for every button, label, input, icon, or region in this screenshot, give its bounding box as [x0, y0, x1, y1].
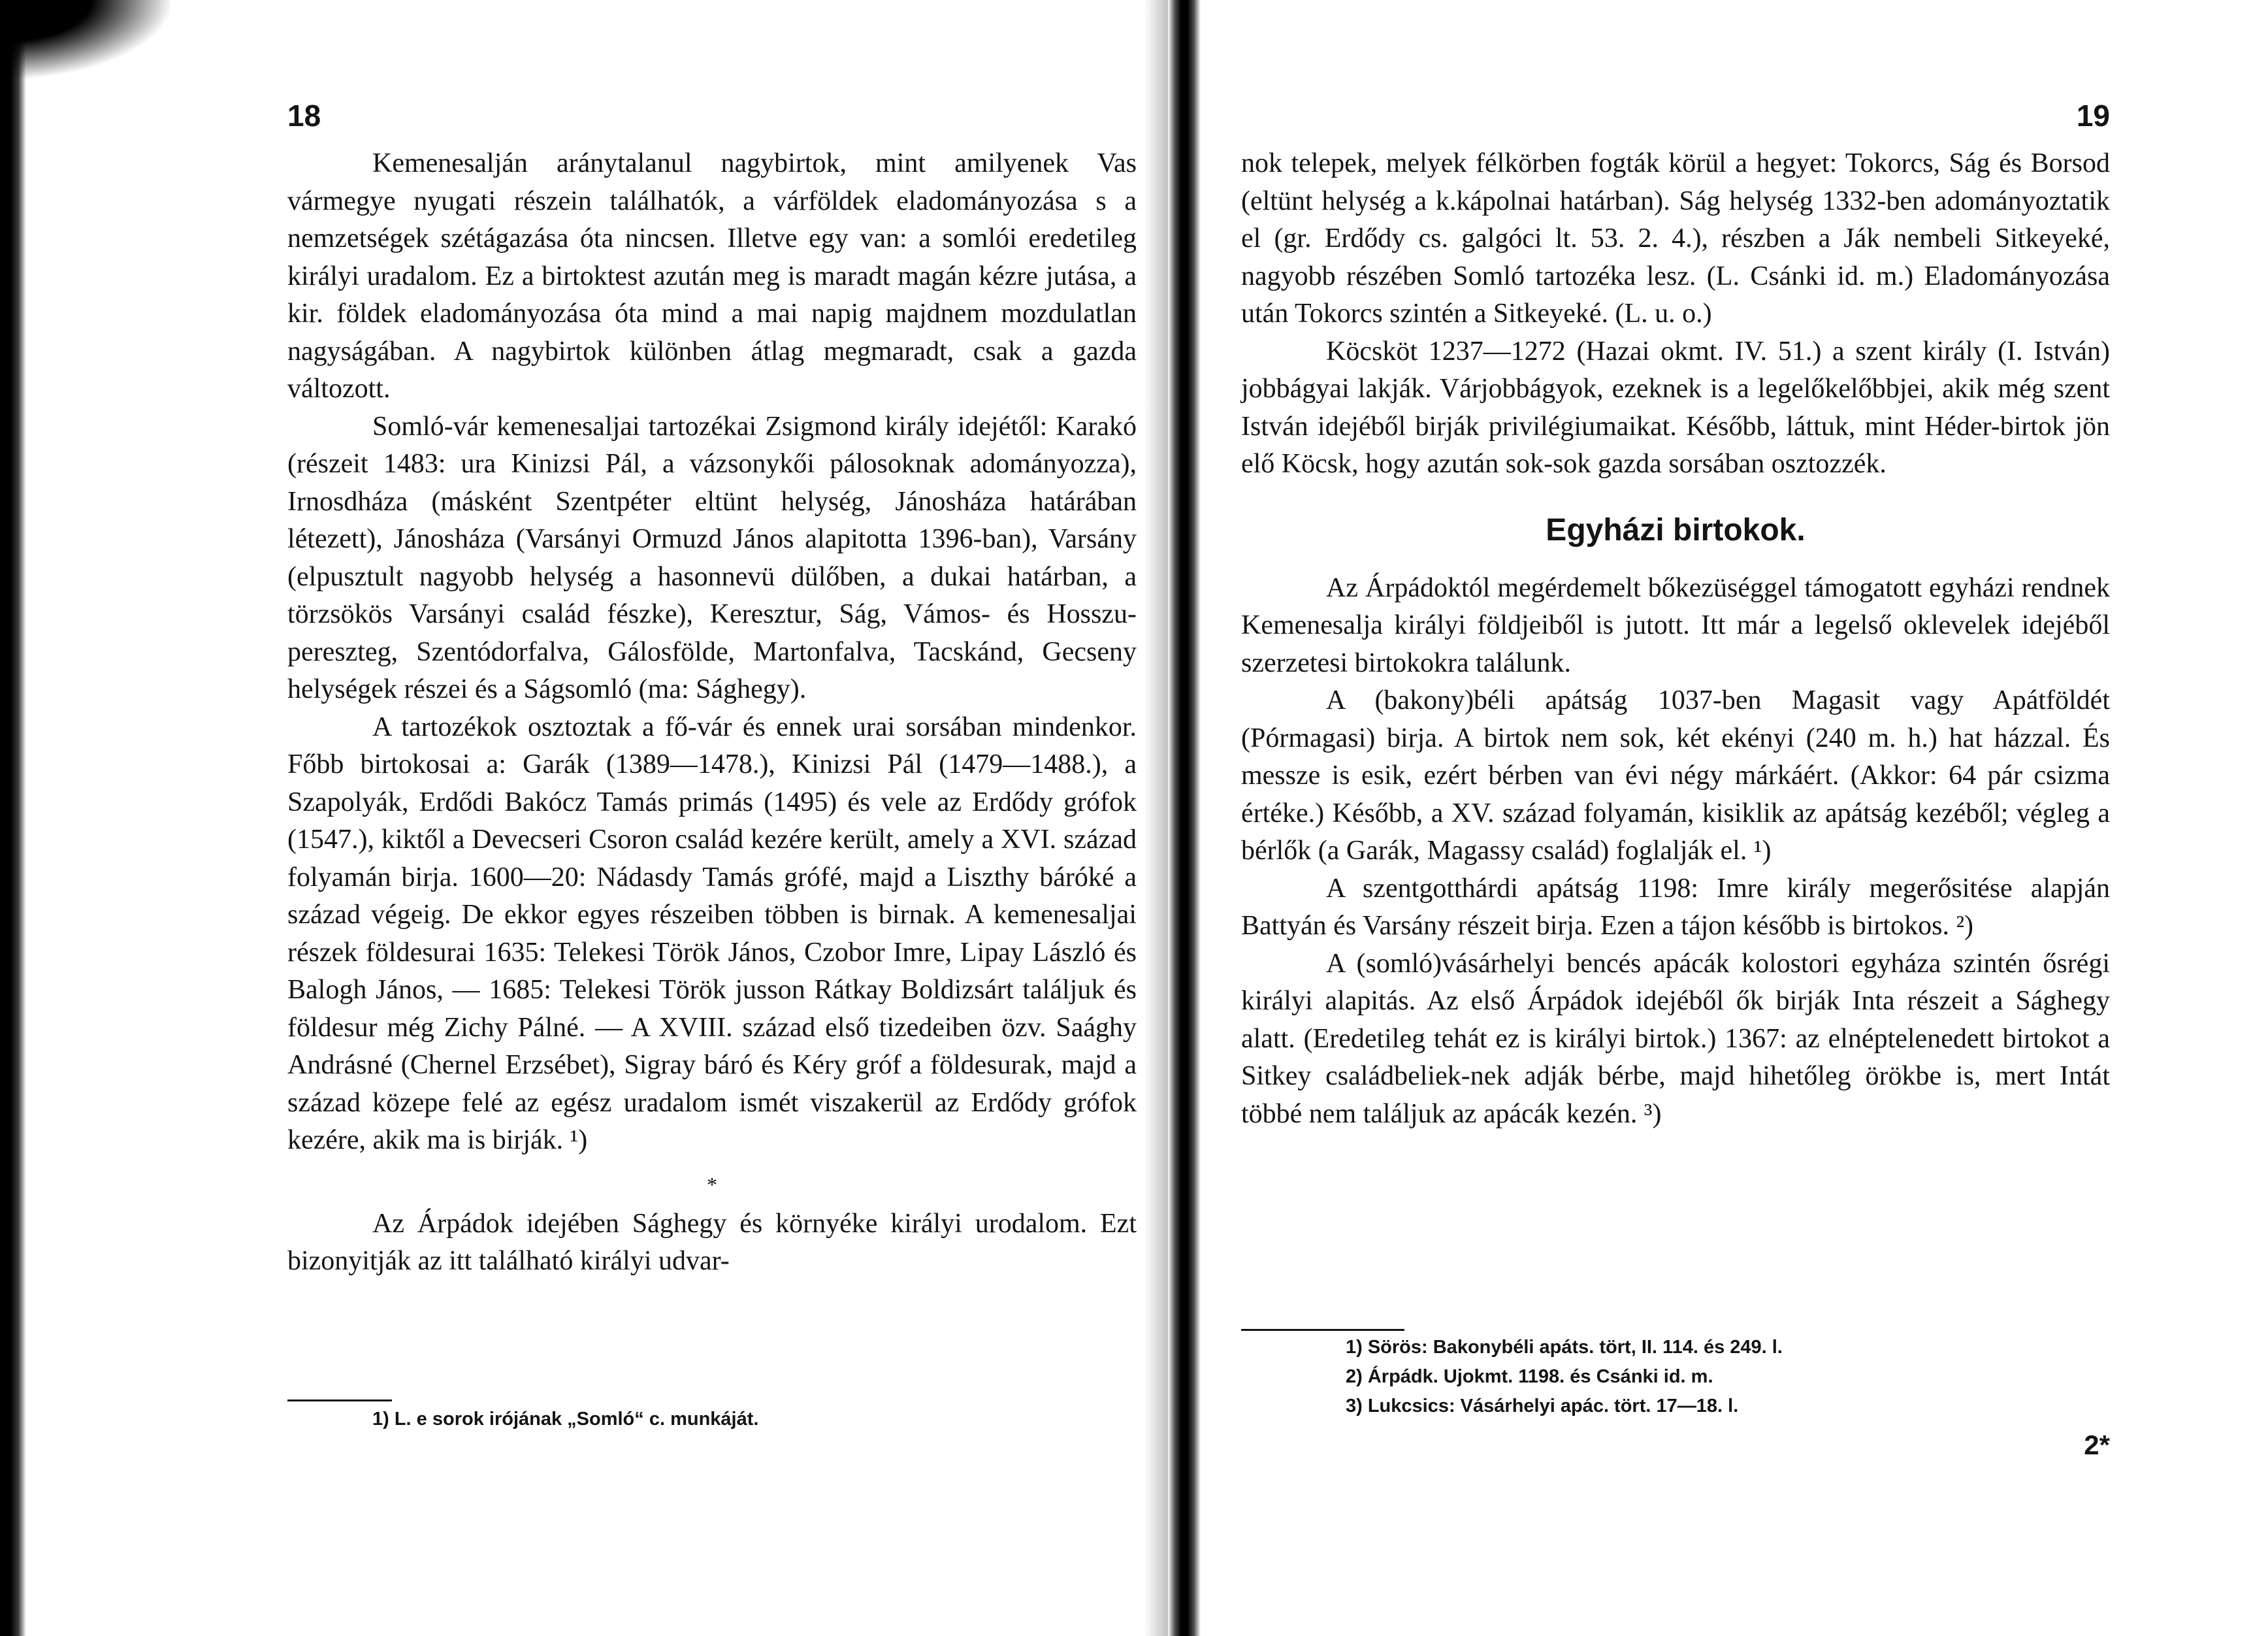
right-page-body	[1241, 145, 2110, 1133]
scan-corner-shadow	[0, 0, 170, 78]
paragraph: A szentgotthárdi apátság 1198: Imre király megerősitése alapján Battyán és Varsány részeit birja. Ezen a tájon később is birtokos. ²)	[1241, 873, 2110, 941]
paragraph: A (bakony)béli apátság 1037-ben Magasit vagy Apátföldét (Pórmagasi) birja. A birtok nem sok, két ekényi (240 m. h.) hat házzal. És messze is esik, ezért bérben van évi négy márkáért. (Akkor: 64 pár csizma értéke.) Később, a XV. század folyamán, kisiklik az apátság kezéből; végleg a bérlők (a Garák, Magassy család) foglalják el. ¹)	[1241, 685, 2110, 866]
footnote: 1) L. e sorok irójának „Somló“ c. munkáját.	[372, 1409, 759, 1430]
paragraph: Az Árpádoktól megérdemelt bőkezüséggel támogatott egyházi rendnek Kemenesalja királyi földjeiből is jutott. Itt már a legelső oklevelek idejéből szerzetesi birtokokra találunk.	[1241, 572, 2110, 678]
scan-edge-left	[0, 0, 26, 1636]
paragraph: Köcsköt 1237—1272 (Hazai okmt. IV. 51.) a szent király (I. István) jobbágyai lakják. Várjobbágyok, ezeknek is a legelőkelőbbjei, akik még szent István idejéből birják privilégiumaikat. Később, láttuk, mint Héder-birtok jön elő Köcsk, hogy azután sok-sok gazda sorsában osztozzék.	[1241, 336, 2110, 479]
footnote-rule	[1241, 1329, 1404, 1331]
right-page	[1241, 0, 2110, 1636]
footnote: 2) Árpádk. Ujokmt. 1198. és Csánki id. m.	[1346, 1366, 1713, 1387]
paragraph: A tartozékok osztoztak a fő-vár és ennek urai sorsában mindenkor. Főbb birtokosai a: Garák (1389—1478.), Kinizsi Pál (1479—1488.), a Szapolyák, Erdődi Bakócz Tamás primás (1495) és vele az Erdődy grófok (1547.), kiktől a Devecseri Csoron család kezére került, amely a XVI. század folyamán birja. 1600—20: Nádasdy Tamás grófé, majd a Liszthy báróké a század végeig. De ekkor egyes részeiben többen is birnak. A kemenesaljai részek földesurai 1635: Telekesi Török János, Czobor Imre, Lipay László és Balogh János, — 1685: Telekesi Török jusson Rátkay Boldizsárt találjuk és földesur még Zichy Pálné. — A XVIII. század első tizedeiben özv. Saághy Andrásné (Chernel Erzsébet), Sigray báró és Kéry gróf a földesurak, majd a század közepe felé az egész uradalom ismét viszakerül az Erdődy grófok kezére, akik ma is birják. ¹)	[287, 712, 1137, 1155]
page-number-left: 18	[287, 99, 321, 133]
left-page	[287, 0, 1137, 1636]
footnotes-right	[1346, 1333, 1783, 1421]
page-number-right: 19	[2076, 99, 2110, 133]
paragraph: nok telepek, melyek félkörben fogták körül a hegyet: Tokorcs, Ság és Borsod (eltünt helység a k.kápolnai határban). Ság helység 1332-ben adományoztatik el (gr. Erdődy cs. galgóci lt. 53. 2. 4.), részben a Ják nembeli Sitkeyeké, nagyobb részében Somló tartozéka lesz. (L. Csánki id. m.) Eladományozása után Tokorcs szintén a Sitkeyeké. (L. u. o.)	[1241, 148, 2110, 329]
left-page-body	[287, 145, 1137, 1281]
footnote-rule	[287, 1399, 392, 1401]
footnote: 3) Lukcsics: Vásárhelyi apác. tört. 17—18. l.	[1346, 1396, 1739, 1416]
book-spine	[1168, 0, 1201, 1636]
signature-mark: 2*	[2084, 1430, 2110, 1460]
footnotes-left	[372, 1405, 758, 1434]
section-separator: *	[707, 1172, 717, 1196]
footnote: 1) Sörös: Bakonybéli apáts. tört, II. 114. és 249. l.	[1346, 1337, 1783, 1358]
paragraph: A (somló)vásárhelyi bencés apácák kolostori egyháza szintén ősrégi királyi alapitás. Az első Árpádok idejéből ők birják Inta részeit a Sághegy alatt. (Eredetileg tehát ez is királyi birtok.) 1367: az elnéptelenedett birtokot a Sitkey családbeliek-nek adják bérbe, majd hihetőleg örökbe is, mert Intát többé nem találjuk az apácák kezén. ³)	[1241, 948, 2110, 1129]
section-heading: Egyházi birtokok.	[1546, 512, 1806, 548]
paragraph: Somló-vár kemenesaljai tartozékai Zsigmond király idejétől: Karakó (részeit 1483: ura Kinizsi Pál, a vázsonykői pálosoknak adományozza), Irnosdháza (másként Szentpéter eltünt helység, Jánosháza határában létezett), Jánosháza (Varsányi Ormuzd János alapitotta 1396-ban), Varsány (elpusztult nagyobb helység a hasonnevü dülőben, a dukai határban, a törzsökös Varsányi család fészke), Keresztur, Ság, Vámos- és Hosszu-pereszteg, Szentódorfalva, Gálosfölde, Martonfalva, Tacskánd, Gecseny helységek részei és a Ságsomló (ma: Sághegy).	[287, 411, 1137, 704]
spine-shadow	[1144, 0, 1168, 1636]
paragraph: Az Árpádok idejében Sághegy és környéke királyi urodalom. Ezt bizonyitják az itt található királyi udvar-	[287, 1208, 1137, 1276]
paragraph: Kemenesalján aránytalanul nagybirtok, mint amilyenek Vas vármegye nyugati részein találhatók, a várföldek eladományozása s a nemzetségek szétágazása óta nincsen. Illetve egy van: a somlói eredetileg királyi uradalom. Ez a birtoktest azután meg is maradt magán kézre jutása, a kir. földek eladományozása óta mind a mai napig majdnem mozdulatlan nagyságában. A nagybirtok különben átlag megmaradt, csak a gazda változott.	[287, 148, 1137, 404]
